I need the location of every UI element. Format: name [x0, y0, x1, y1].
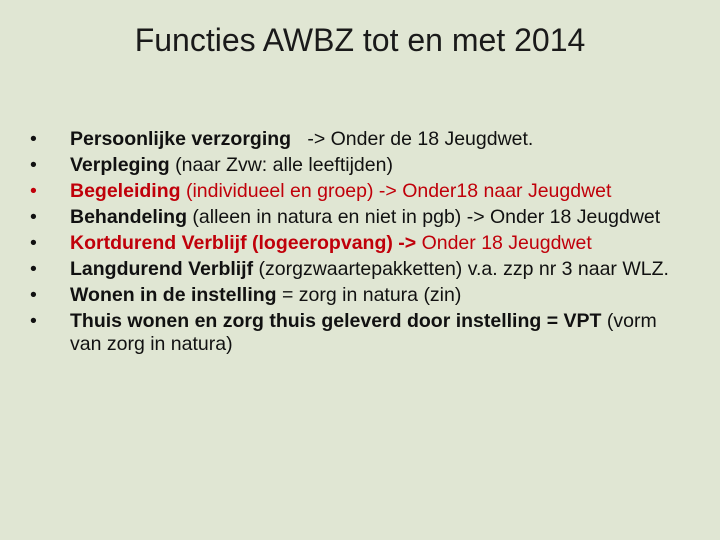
bullet-icon: •: [30, 310, 37, 332]
list-item: [30, 206, 680, 229]
item-note: (vorm van zorg in natura): [70, 310, 657, 355]
bullet-icon: •: [30, 180, 37, 202]
item-note: = zorg in natura (zin): [276, 284, 462, 306]
item-spacer: [291, 128, 307, 150]
bullet-icon: •: [30, 128, 37, 150]
item-label: Behandeling: [70, 206, 188, 228]
bullet-icon: •: [30, 232, 37, 254]
item-label: Wonen in de instelling: [70, 284, 277, 306]
bullet-icon: •: [30, 154, 37, 176]
bullet-icon: •: [30, 258, 37, 280]
list-item: [30, 232, 680, 255]
list-item: [30, 128, 680, 151]
bullet-icon: •: [30, 206, 37, 228]
bullet-icon: •: [30, 284, 37, 306]
slide-title: Functies AWBZ tot en met 2014: [134, 22, 586, 58]
item-note: (naar Zvw: alle leeftijden): [169, 154, 393, 176]
item-label: Thuis wonen en zorg thuis geleverd door instelling = VPT: [70, 310, 602, 332]
item-note: (zorgzwaartepakketten) v.a. zzp nr 3 naar WLZ.: [253, 258, 669, 280]
bullet-list: [30, 128, 680, 359]
list-item: [30, 154, 680, 177]
list-item: [30, 258, 680, 281]
item-label: Langdurend Verblijf: [70, 258, 254, 280]
list-item: [30, 310, 680, 356]
item-note: (alleen in natura en niet in pgb) -> Onder 18 Jeugdwet: [187, 206, 661, 228]
item-note: -> Onder de 18 Jeugdwet.: [307, 128, 534, 150]
item-label: Persoonlijke verzorging: [70, 128, 292, 150]
item-note: Onder 18 Jeugdwet: [416, 232, 592, 254]
list-item: [30, 180, 680, 203]
list-item: [30, 284, 680, 307]
item-label: Verpleging: [70, 154, 170, 176]
item-label: Kortdurend Verblijf (logeeropvang) ->: [70, 232, 417, 254]
item-label: Begeleiding: [70, 180, 181, 202]
item-note: (individueel en groep) -> Onder18 naar Jeugdwet: [180, 180, 612, 202]
